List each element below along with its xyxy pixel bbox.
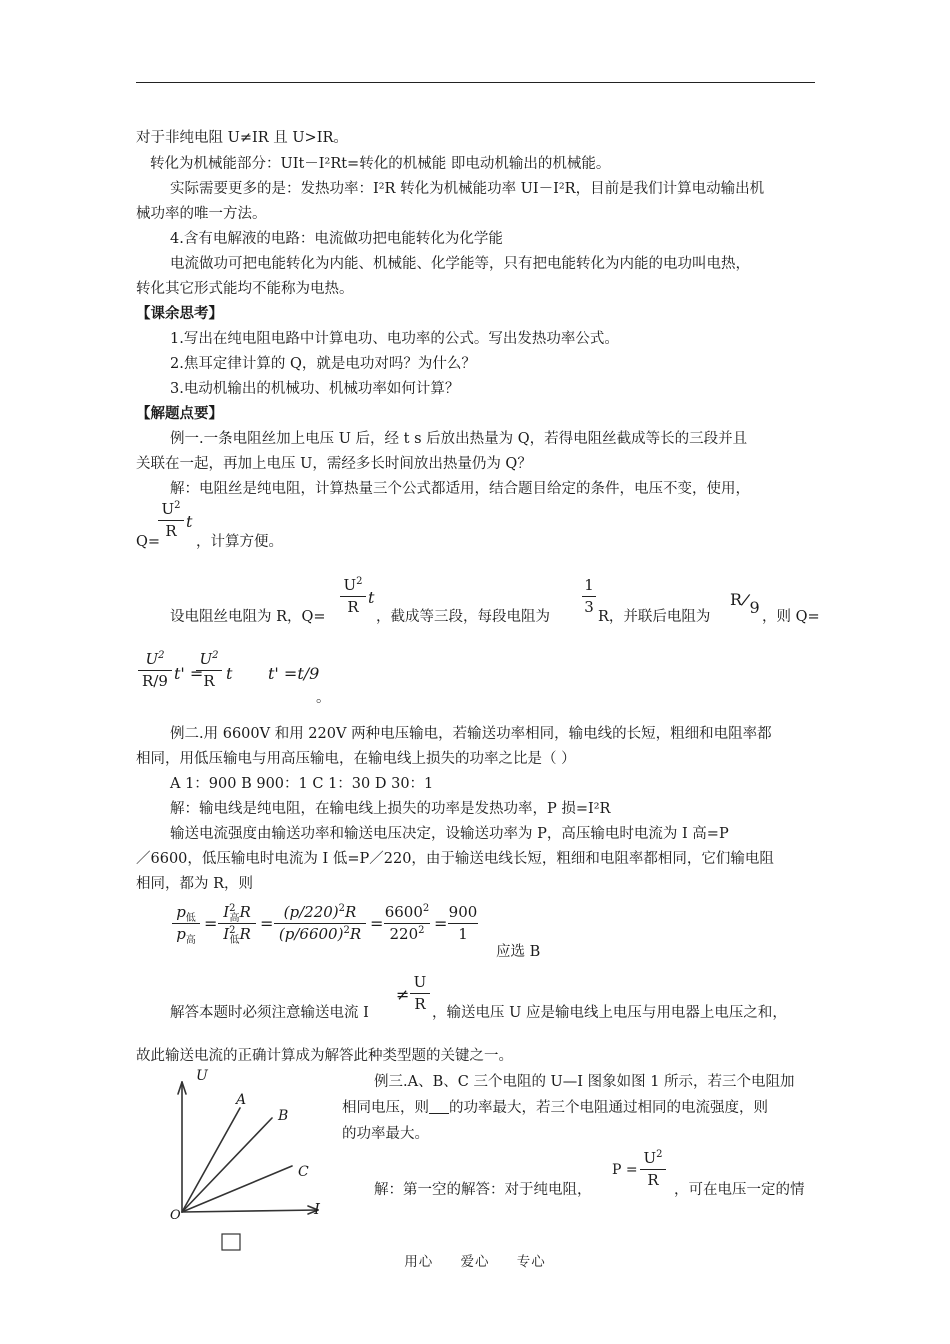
answer-blank [429, 1099, 449, 1114]
formula-u2-over-r: $U^2$ R [196, 651, 222, 690]
formula-eq: = [260, 914, 274, 933]
formula-t: t [368, 588, 375, 607]
text-fragment: ，则 Q= [762, 609, 820, 625]
formula-p-fraction: $(p/220)^2R$ $(p/6600)^2R$ [274, 904, 366, 943]
page-footer: 用心 爱心 专心 [404, 1254, 546, 1270]
line-label-b: B [278, 1108, 289, 1124]
text-line: 解：输电线是纯电阻，在输电线上损失的功率是发热功率，P 损=I²R [170, 801, 611, 817]
text-fragment: Q= [136, 534, 161, 550]
text-fragment: 解答本题时必须注意输送电流 I [170, 1005, 369, 1021]
text-line: 故此输送电流的正确计算成为解答此种类型题的关键之一。 [136, 1048, 513, 1064]
text-fragment: ，输送电压 U 应是输电线上电压与用电器上电压之和， [432, 1005, 787, 1021]
formula-number-ratio: 6600$^2$ $220^2$ [384, 903, 430, 943]
text-line: 解：电阻丝是纯电阻，计算热量三个公式都适用，结合题目给定的条件，电压不变，使用， [170, 481, 750, 497]
text-line: 转化其它形式能均不能称为电热。 [136, 281, 354, 297]
header-rule [136, 82, 815, 83]
formula-i-ratio: $I^2_高R$ $I^2_低R$ [218, 904, 256, 943]
text-line: 对于非纯电阻 U≠IR 且 U>IR。 [136, 130, 348, 146]
text-line: 的功率最大。 [342, 1126, 429, 1142]
answer-options: A 1：900 B 900：1 C 1：30 D 30：1 [170, 776, 434, 792]
formula-u2-over-r: $U^2$ R [640, 1150, 666, 1189]
text-fragment: 解：第一空的解答：对于纯电阻， [374, 1182, 592, 1198]
line-label-a: A [236, 1092, 247, 1108]
formula-eq: = [434, 914, 448, 933]
formula-one-third: 1 3 [582, 577, 596, 616]
text-line: 相同电压，则 的功率最大，若三个电阻通过相同的电流强度，则 [342, 1100, 768, 1116]
axis-label-i: I [314, 1200, 320, 1218]
formula-u2-over-r: $U^2$ R [158, 501, 184, 540]
formula-t: t [186, 512, 193, 531]
formula-result: 900 1 [448, 903, 478, 943]
text-line: 关联在一起，再加上电压 U，需经多长时间放出热量仍为 Q？ [136, 456, 532, 472]
axis-label-u: U [196, 1068, 208, 1084]
answer-choice: 应选 B [496, 944, 541, 960]
line-label-c: C [298, 1164, 309, 1180]
text-line: 相同，都为 R，则 [136, 876, 254, 892]
text-line: 4.含有电解液的电路：电流做功把电能转化为化学能 [170, 231, 503, 247]
formula-r-over-9: R/9 [730, 589, 760, 617]
text-fragment: ，截成等三段，每段电阻为 [376, 609, 550, 625]
text-line: 转化为机械能部分：UIt－I²Rt=转化的机械能 即电动机输出的机械能。 [150, 156, 611, 172]
text-fragment: ，计算方便。 [196, 534, 283, 550]
formula-u2-over-r9: $U^2$ R/9 [138, 651, 172, 690]
formula-p-eq: P = [612, 1162, 638, 1178]
text-line: 输送电流强度由输送功率和输送电压决定，设输送功率为 P，高压输电时电流为 I 高=P [170, 826, 729, 842]
text-line: 相同，用低压输电与用高压输电，在输电线上损失的功率之比是（ ） [136, 751, 576, 767]
text-line: 电流做功可把电能转化为内能、机械能、化学能等，只有把电能转化为内能的电功叫电热， [170, 256, 750, 272]
formula-u2-over-r: $U^2$ R [340, 577, 366, 616]
list-item: 1.写出在纯电阻电路中计算电功、电功率的公式。写出发热功率公式。 [170, 331, 619, 347]
list-item: 2.焦耳定律计算的 Q，就是电功对吗？为什么？ [170, 356, 476, 372]
origin-label: O [170, 1208, 181, 1223]
formula-tprime: t' = [174, 664, 204, 683]
formula-neq: ≠ [396, 985, 410, 1004]
formula-u-over-r: U R [410, 974, 430, 1013]
formula-p-ratio: $p_低$ $p_高$ [172, 904, 200, 943]
text-line: 械功率的唯一方法。 [136, 206, 267, 222]
text-line: 例二.用 6600V 和用 220V 两种电压输电，若输送功率相同，输电线的长短，粗细和电阻率都 [170, 726, 772, 742]
section-title-thinking: 【课余思考】 [136, 305, 223, 322]
formula-eq: = [204, 914, 218, 933]
formula-eq: = [370, 914, 384, 933]
figure-ui-graph [160, 1068, 335, 1258]
text-line: 例一.一条电阻丝加上电压 U 后，经 t s 后放出热量为 Q，若得电阻丝截成等长的三段并且 [170, 431, 748, 447]
text-fragment: 。 [316, 690, 331, 706]
text-fragment: ，可在电压一定的情 [674, 1182, 805, 1198]
text-fragment: R，并联后电阻为 [598, 609, 711, 625]
formula-t: t [226, 664, 233, 683]
text-fragment: 设电阻丝电阻为 R，Q= [170, 609, 326, 625]
list-item: 3.电动机输出的机械功、机械功率如何计算？ [170, 381, 460, 397]
formula-tprime-result: t' =t/9 [268, 664, 320, 683]
text-line: 实际需要更多的是：发热功率：I²R 转化为机械能功率 UI－I²R，目前是我们计算电动输出机 [170, 181, 765, 197]
text-line: ／6600，低压输电时电流为 I 低=P／220，由于输送电线长短，粗细和电阻率都相同，它们输电阻 [136, 851, 774, 867]
section-title-points: 【解题点要】 [136, 405, 223, 422]
text-line: 例三.A、B、C 三个电阻的 U—I 图象如图 1 所示，若三个电阻加 [374, 1074, 795, 1090]
